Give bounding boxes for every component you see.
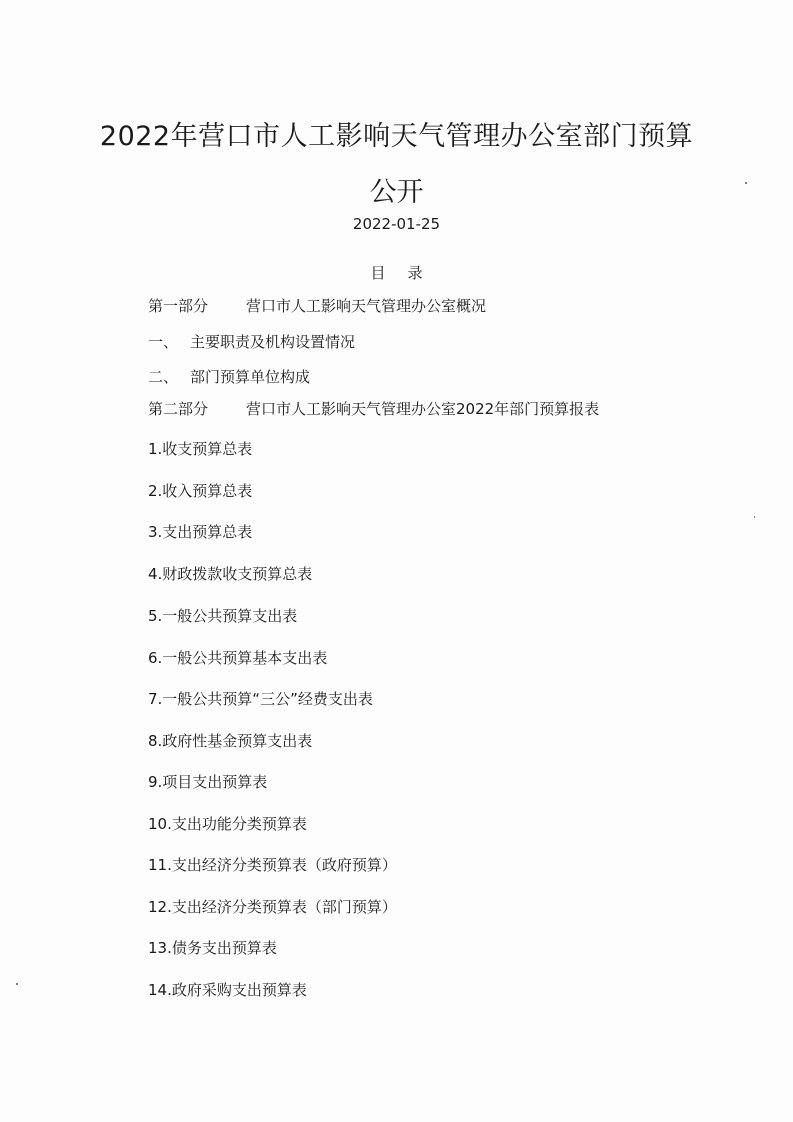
toc-table-item: 11.支出经济分类预算表（政府预算）	[148, 856, 397, 874]
toc-table-item: 8.政府性基金预算支出表	[148, 732, 313, 750]
toc-part-label: 第一部分	[148, 297, 209, 315]
toc-table-item: 7.一般公共预算“三公”经费支出表	[148, 690, 373, 708]
toc-section-label: 一、	[148, 333, 179, 351]
toc-heading: 目录	[370, 264, 445, 282]
document-title-continuation: 公开	[369, 177, 424, 208]
toc-table-item: 9.项目支出预算表	[148, 773, 268, 791]
toc-table-item: 2.收入预算总表	[148, 482, 253, 500]
toc-table-item: 13.债务支出预算表	[148, 939, 277, 957]
toc-table-item: 6.一般公共预算基本支出表	[148, 649, 328, 667]
toc-table-item: 10.支出功能分类预算表	[148, 815, 307, 833]
scan-speck	[16, 983, 18, 985]
toc-section-text: 部门预算单位构成	[190, 368, 311, 386]
toc-section-text: 主要职责及机构设置情况	[190, 333, 356, 351]
toc-section-2	[148, 366, 310, 387]
toc-table-item: 5.一般公共预算支出表	[148, 607, 298, 625]
toc-part-1	[148, 295, 486, 316]
toc-table-item: 12.支出经济分类预算表（部门预算）	[148, 898, 397, 916]
toc-table-item: 3.支出预算总表	[148, 523, 253, 541]
toc-section-1	[148, 331, 355, 352]
toc-part-label: 第二部分	[148, 400, 209, 418]
publish-date: 2022-01-25	[352, 215, 441, 233]
toc-table-item: 4.财政拨款收支预算总表	[148, 565, 313, 583]
toc-part-text: 营口市人工影响天气管理办公室2022年部门预算报表	[246, 400, 600, 418]
scan-speck	[745, 182, 747, 184]
toc-part-text: 营口市人工影响天气管理办公室概况	[246, 297, 487, 315]
toc-part-2	[148, 398, 599, 419]
document-title: 2022年营口市人工影响天气管理办公室部门预算	[99, 121, 694, 152]
scan-speck	[754, 516, 755, 518]
toc-table-item: 1.收支预算总表	[148, 440, 253, 458]
toc-section-label: 二、	[148, 368, 179, 386]
toc-table-item: 14.政府采购支出预算表	[148, 981, 307, 999]
